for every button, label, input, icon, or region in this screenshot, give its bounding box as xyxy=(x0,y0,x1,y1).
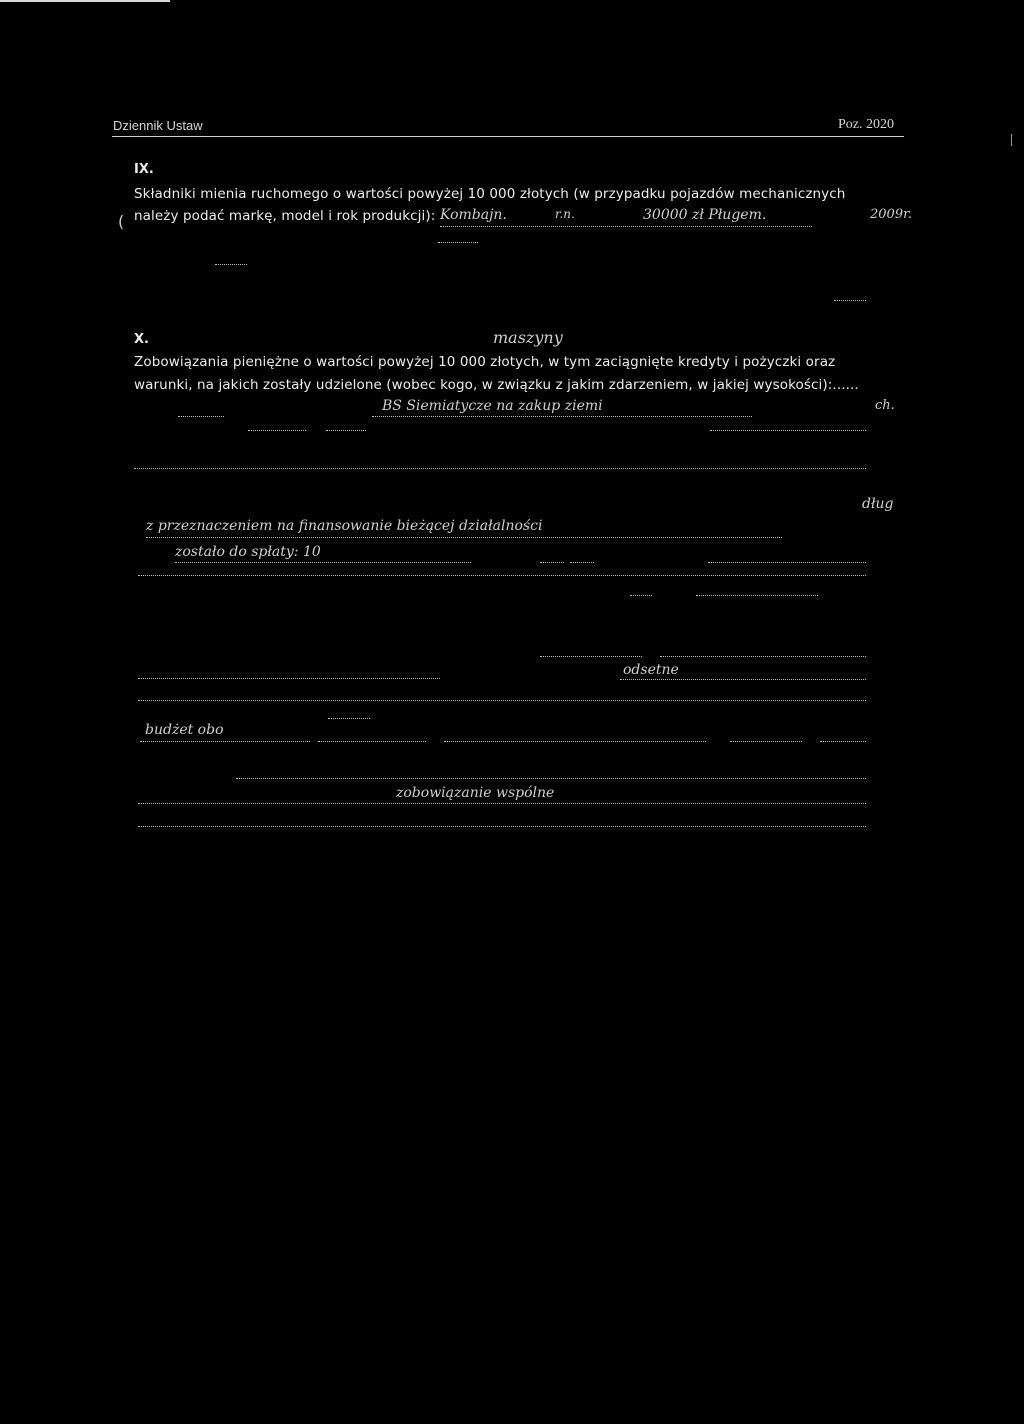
position-number: Poz. 2020 xyxy=(838,117,894,132)
dotted-line xyxy=(710,430,866,431)
handwritten-year: 2009r. xyxy=(870,207,913,222)
section-10-text-line2: warunki, na jakich zostały udzielone (wobec kogo, w związku z jakim zdarzeniem, w jakiej wysokości):...... xyxy=(134,377,859,393)
dotted-line xyxy=(540,656,642,657)
dotted-line xyxy=(438,242,478,243)
handwritten-joint-liability: zobowiązanie wspólne xyxy=(396,785,555,801)
dotted-line xyxy=(215,264,247,265)
dotted-line xyxy=(138,575,866,576)
dotted-line xyxy=(248,430,306,431)
dotted-line xyxy=(326,430,366,431)
header-rule xyxy=(112,136,904,137)
handwritten-note: r.n. xyxy=(555,207,575,221)
handwritten-value: 30000 zł Pługem. xyxy=(643,207,767,223)
handwritten-debt: dług xyxy=(862,496,894,512)
dotted-line xyxy=(175,562,471,563)
dotted-line xyxy=(146,537,782,538)
edge-mark xyxy=(1011,134,1012,146)
dotted-line xyxy=(660,656,866,657)
dotted-line xyxy=(318,741,426,742)
dotted-line xyxy=(708,562,866,563)
handwritten-purpose: z przeznaczeniem na finansowanie bieżącej działalności xyxy=(146,518,543,534)
handwritten-heading: maszyny xyxy=(493,328,563,347)
dotted-line xyxy=(178,416,224,417)
section-10-number: X. xyxy=(134,332,149,347)
section-9-text-line2: należy podać markę, model i rok produkcji): xyxy=(134,208,436,224)
dotted-line xyxy=(834,300,866,301)
top-rule xyxy=(0,0,170,2)
handwritten-bank: BS Siemiatycze na zakup ziemi xyxy=(382,398,603,414)
dotted-line xyxy=(444,741,706,742)
dotted-line xyxy=(236,778,866,779)
dotted-line xyxy=(134,468,866,469)
journal-title: Dziennik Ustaw xyxy=(113,118,203,133)
handwritten-interest: odsetne xyxy=(623,662,679,678)
dotted-line xyxy=(540,562,564,563)
dotted-line xyxy=(140,741,310,742)
dotted-line xyxy=(138,678,440,679)
dotted-line xyxy=(138,700,866,701)
dotted-line xyxy=(730,741,802,742)
dotted-line xyxy=(440,226,812,227)
dotted-line xyxy=(138,826,866,827)
handwritten-remaining: zostało do spłaty: 10 xyxy=(175,544,321,560)
dotted-line xyxy=(372,416,752,417)
section-9-number: IX. xyxy=(134,162,154,177)
dotted-line xyxy=(820,741,866,742)
dotted-line xyxy=(696,595,818,596)
dotted-line xyxy=(620,679,866,680)
section-9-text-line1: Składniki mienia ruchomego o wartości powyżej 10 000 złotych (w przypadku pojazdów mechanicznych xyxy=(134,186,846,202)
dotted-line xyxy=(138,803,866,804)
bracket-mark: ( xyxy=(118,212,125,231)
dotted-line xyxy=(328,718,370,719)
handwritten-vehicle: Kombajn. xyxy=(440,207,507,223)
handwritten-mark: ch. xyxy=(875,398,895,413)
dotted-line xyxy=(630,595,652,596)
dotted-line xyxy=(570,562,594,563)
section-10-text-line1: Zobowiązania pieniężne o wartości powyżej 10 000 złotych, w tym zaciągnięte kredyty i pożyczki oraz xyxy=(134,354,836,370)
handwritten-budget: budżet obo xyxy=(145,722,224,738)
